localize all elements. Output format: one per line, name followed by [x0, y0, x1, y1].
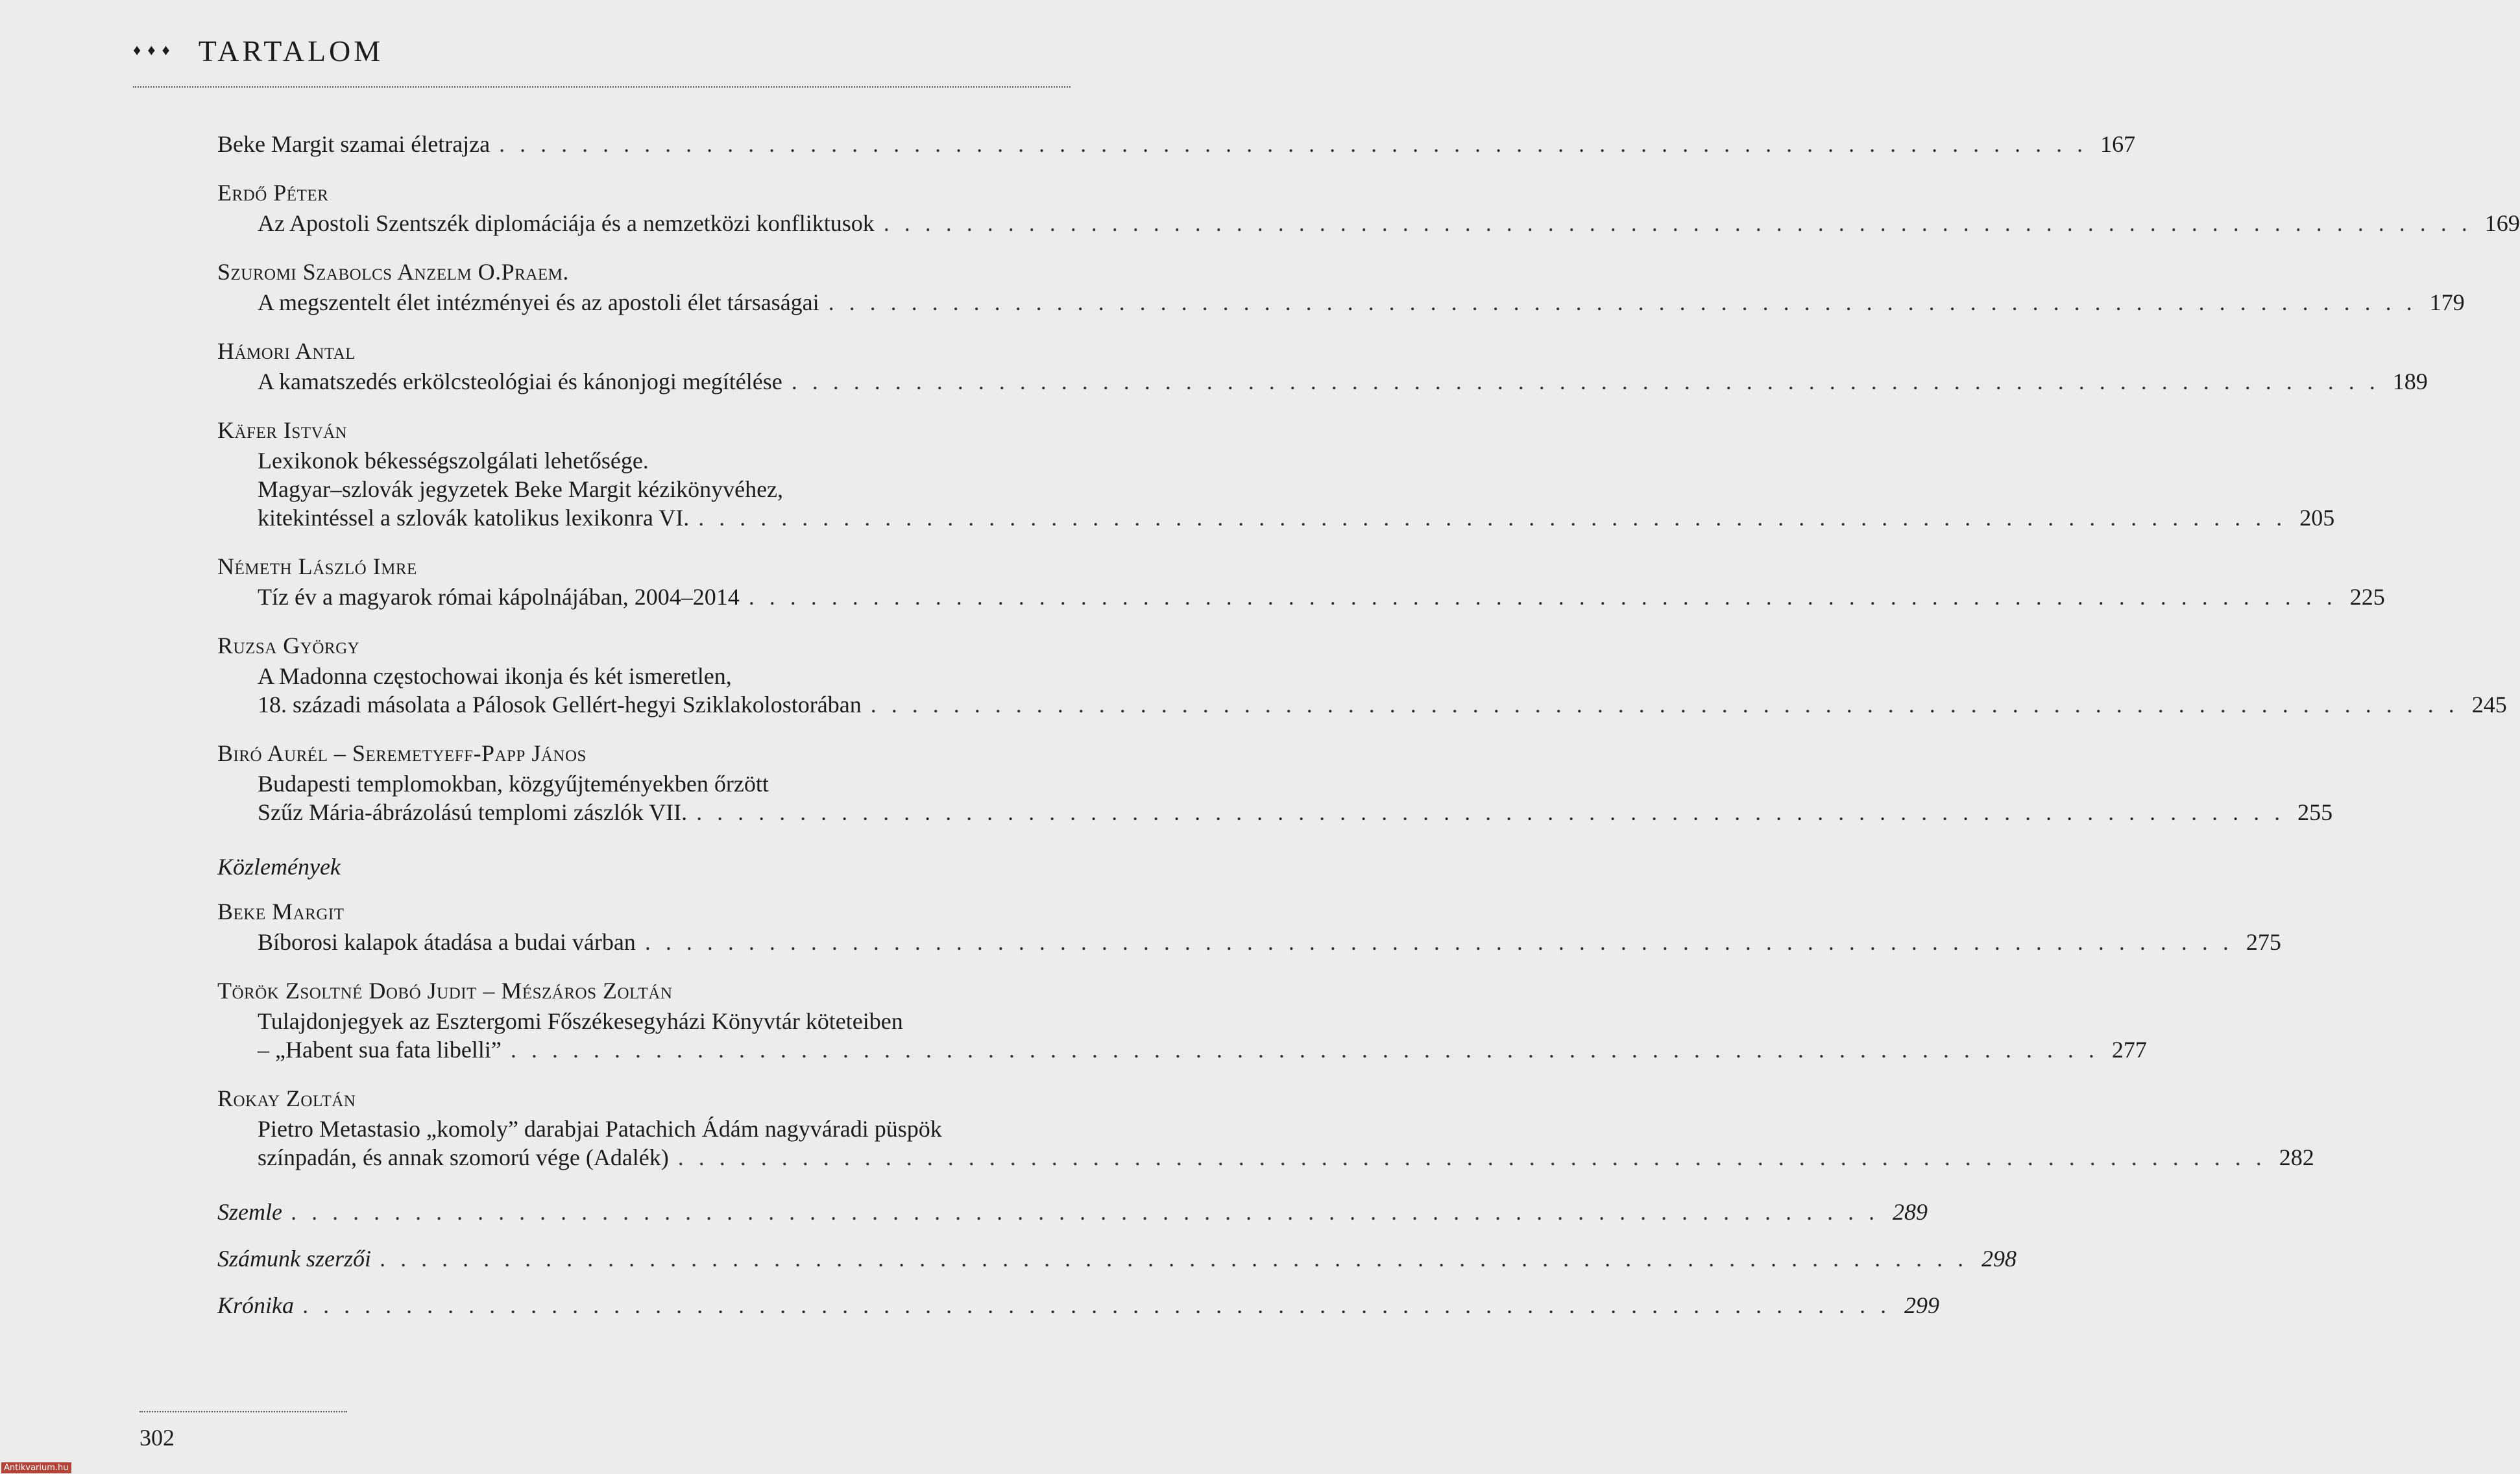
- section-heading-kozlemenyek: Közlemények: [217, 854, 341, 880]
- entry-title: Szemle: [217, 1199, 282, 1225]
- toc-line: [217, 209, 2520, 237]
- toc-line: [217, 1007, 1072, 1035]
- toc-line: [217, 288, 2465, 317]
- toc-entry: [217, 1244, 2017, 1273]
- dot-leader: . . . . . . . . . . . . . . . . . . . . . . . . . . . . . . . . . . . . . . . . . . . . . . . . . . . . . . . . . . . . . . . . . . . . . . . . . . . . .: [748, 584, 2337, 610]
- dot-leader: . . . . . . . . . . . . . . . . . . . . . . . . . . . . . . . . . . . . . . . . . . . . . . . . . . . . . . . . . . . . . . . . . . . . . . . . . . . . .: [380, 1246, 1969, 1272]
- entry-title: Számunk szerzői: [217, 1246, 372, 1272]
- toc-entry: [217, 737, 2333, 827]
- toc-entry: [217, 974, 2147, 1064]
- toc-entry: [217, 1291, 1940, 1320]
- author-name: Käfer István: [217, 417, 348, 443]
- page-ref: 167: [2100, 131, 2136, 157]
- author-name: Török Zsoltné Dobó Judit – Mészáros Zoltán: [217, 978, 673, 1004]
- page-ref: 189: [2392, 369, 2428, 394]
- dot-leader: . . . . . . . . . . . . . . . . . . . . . . . . . . . . . . . . . . . . . . . . . . . . . . . . . . . . . . . . . . . . . . . . . . . . . . . . . . . . .: [499, 131, 2088, 157]
- page-ref: 255: [2297, 799, 2333, 825]
- toc-line: [217, 1244, 2017, 1273]
- toc-entry: [217, 550, 2385, 611]
- page-ref: 275: [2246, 929, 2281, 955]
- entry-title: Tíz év a magyarok római kápolnájában, 2004–2014: [258, 584, 740, 610]
- dot-leader: . . . . . . . . . . . . . . . . . . . . . . . . . . . . . . . . . . . . . . . . . . . . . . . . . . . . . . . . . . . . . . . . . . . . . . . . . . . . .: [291, 1199, 1880, 1225]
- entry-title: A megszentelt élet intézményei és az apostoli élet társaságai: [258, 289, 819, 315]
- main-entries: [217, 130, 2520, 827]
- diamond-ornament-icon: ♦♦♦: [133, 42, 176, 59]
- footer-divider: [139, 1411, 347, 1412]
- dot-leader: . . . . . . . . . . . . . . . . . . . . . . . . . . . . . . . . . . . . . . . . . . . . . . . . . . . . . . . . . . . . . . . . . . . . . . . . . . . . .: [828, 289, 2417, 315]
- author-name: Hámori Antal: [217, 338, 356, 364]
- entry-title: Beke Margit szamai életrajza: [217, 131, 491, 157]
- author-name: Ruzsa György: [217, 633, 360, 658]
- dot-leader: . . . . . . . . . . . . . . . . . . . . . . . . . . . . . . . . . . . . . . . . . . . . . . . . . . . . . . . . . . . . . . . . . . . . . . . . . . . . .: [698, 505, 2287, 531]
- entry-title: A Madonna częstochowai ikonja és két ismeretlen,: [258, 663, 732, 689]
- dot-leader: . . . . . . . . . . . . . . . . . . . . . . . . . . . . . . . . . . . . . . . . . . . . . . . . . . . . . . . . . . . . . . . . . . . . . . . . . . . . .: [883, 210, 2472, 236]
- toc-line: [217, 1291, 1940, 1320]
- page-number: 302: [139, 1425, 175, 1451]
- tail-entries: [217, 1198, 2017, 1320]
- dot-leader: . . . . . . . . . . . . . . . . . . . . . . . . . . . . . . . . . . . . . . . . . . . . . . . . . . . . . . . . . . . . . . . . . . . . . . . . . . . . .: [870, 692, 2459, 718]
- entry-title: Az Apostoli Szentszék diplomáciája és a nemzetközi konfliktusok: [258, 210, 875, 236]
- entry-title: Krónika: [217, 1292, 295, 1318]
- page-ref: 289: [1892, 1199, 1928, 1225]
- page-ref: 179: [2429, 289, 2465, 315]
- author-name: Erdő Péter: [217, 180, 329, 206]
- toc-line: [217, 1035, 2147, 1064]
- toc-line: [217, 503, 2335, 532]
- table-of-contents: [217, 130, 2520, 1338]
- author-name: Németh László Imre: [217, 553, 417, 579]
- toc-entry: [217, 414, 2335, 532]
- author-name: Rokay Zoltán: [217, 1085, 356, 1111]
- author-name: Szuromi Szabolcs Anzelm O.Praem.: [217, 259, 569, 285]
- toc-entry: [217, 335, 2428, 396]
- page-ref: 205: [2299, 505, 2335, 531]
- page-header: [133, 31, 383, 70]
- toc-line: [217, 583, 2385, 611]
- toc-entry: [217, 895, 2281, 956]
- entry-title: Tulajdonjegyek az Esztergomi Főszékesegyházi Könyvtár köteteiben: [258, 1008, 903, 1034]
- entry-title: 18. századi másolata a Pálosok Gellért-hegyi Sziklakolostorában: [258, 692, 862, 718]
- entry-title: – „Habent sua fata libelli”: [258, 1037, 502, 1063]
- toc-line: [217, 130, 2136, 158]
- entry-title: Pietro Metastasio „komoly” darabjai Patachich Ádám nagyváradi püspök: [258, 1116, 942, 1142]
- dot-leader: . . . . . . . . . . . . . . . . . . . . . . . . . . . . . . . . . . . . . . . . . . . . . . . . . . . . . . . . . . . . . . . . . . . . . . . . . . . . .: [696, 799, 2285, 825]
- entry-title: színpadán, és annak szomorú vége (Adalék): [258, 1144, 669, 1170]
- header-divider: [133, 86, 1071, 88]
- entry-title: Lexikonok békességszolgálati lehetősége.: [258, 448, 649, 474]
- page-title: TARTALOM: [198, 34, 384, 67]
- entry-title: Bíborosi kalapok átadása a budai várban: [258, 929, 636, 955]
- author-name: Biró Aurél – Seremetyeff-Papp János: [217, 740, 587, 766]
- kozlemenyek-entries: [217, 895, 2314, 1172]
- page-ref: 169: [2484, 210, 2520, 236]
- toc-entry: [217, 629, 2507, 719]
- toc-line: [217, 769, 1072, 798]
- toc-line: [217, 1143, 2314, 1172]
- page-ref: 282: [2279, 1144, 2314, 1170]
- toc-line: [217, 798, 2333, 827]
- toc-line: [217, 662, 1072, 690]
- toc-entry: [217, 256, 2465, 317]
- toc-line: [217, 446, 1072, 475]
- entry-title: kitekintéssel a szlovák katolikus lexikonra VI.: [258, 505, 690, 531]
- entry-title: Magyar–szlovák jegyzetek Beke Margit kézikönyvéhez,: [258, 476, 784, 502]
- toc-line: [217, 928, 2281, 956]
- toc-line: [217, 475, 1072, 503]
- watermark-logo: Antikvarium.hu: [1, 1462, 71, 1473]
- toc-line: [217, 1115, 1072, 1143]
- dot-leader: . . . . . . . . . . . . . . . . . . . . . . . . . . . . . . . . . . . . . . . . . . . . . . . . . . . . . . . . . . . . . . . . . . . . . . . . . . . . .: [303, 1292, 1892, 1318]
- entry-title: Szűz Mária-ábrázolású templomi zászlók VII.: [258, 799, 688, 825]
- entry-title: A kamatszedés erkölcsteológiai és kánonjogi megítélése: [258, 369, 782, 394]
- toc-entry: [217, 1082, 2314, 1172]
- page-ref: 299: [1904, 1292, 1940, 1318]
- entry-title: Budapesti templomokban, közgyűjteményekben őrzött: [258, 771, 769, 797]
- toc-entry: [217, 1198, 1928, 1226]
- toc-line: [217, 1198, 1928, 1226]
- dot-leader: . . . . . . . . . . . . . . . . . . . . . . . . . . . . . . . . . . . . . . . . . . . . . . . . . . . . . . . . . . . . . . . . . . . . . . . . . . . . .: [510, 1037, 2099, 1063]
- toc-line: [217, 367, 2428, 396]
- toc-line: [217, 690, 2507, 719]
- dot-leader: . . . . . . . . . . . . . . . . . . . . . . . . . . . . . . . . . . . . . . . . . . . . . . . . . . . . . . . . . . . . . . . . . . . . . . . . . . . . .: [677, 1144, 2266, 1170]
- page-ref: 245: [2471, 692, 2507, 718]
- toc-entry: [217, 130, 2136, 158]
- author-name: Beke Margit: [217, 899, 345, 924]
- page-ref: 277: [2111, 1037, 2147, 1063]
- toc-entry: [217, 176, 2520, 237]
- page-ref: 298: [1981, 1246, 2017, 1272]
- dot-leader: . . . . . . . . . . . . . . . . . . . . . . . . . . . . . . . . . . . . . . . . . . . . . . . . . . . . . . . . . . . . . . . . . . . . . . . . . . . . .: [644, 929, 2233, 955]
- page-ref: 225: [2349, 584, 2385, 610]
- dot-leader: . . . . . . . . . . . . . . . . . . . . . . . . . . . . . . . . . . . . . . . . . . . . . . . . . . . . . . . . . . . . . . . . . . . . . . . . . . . . .: [791, 369, 2380, 394]
